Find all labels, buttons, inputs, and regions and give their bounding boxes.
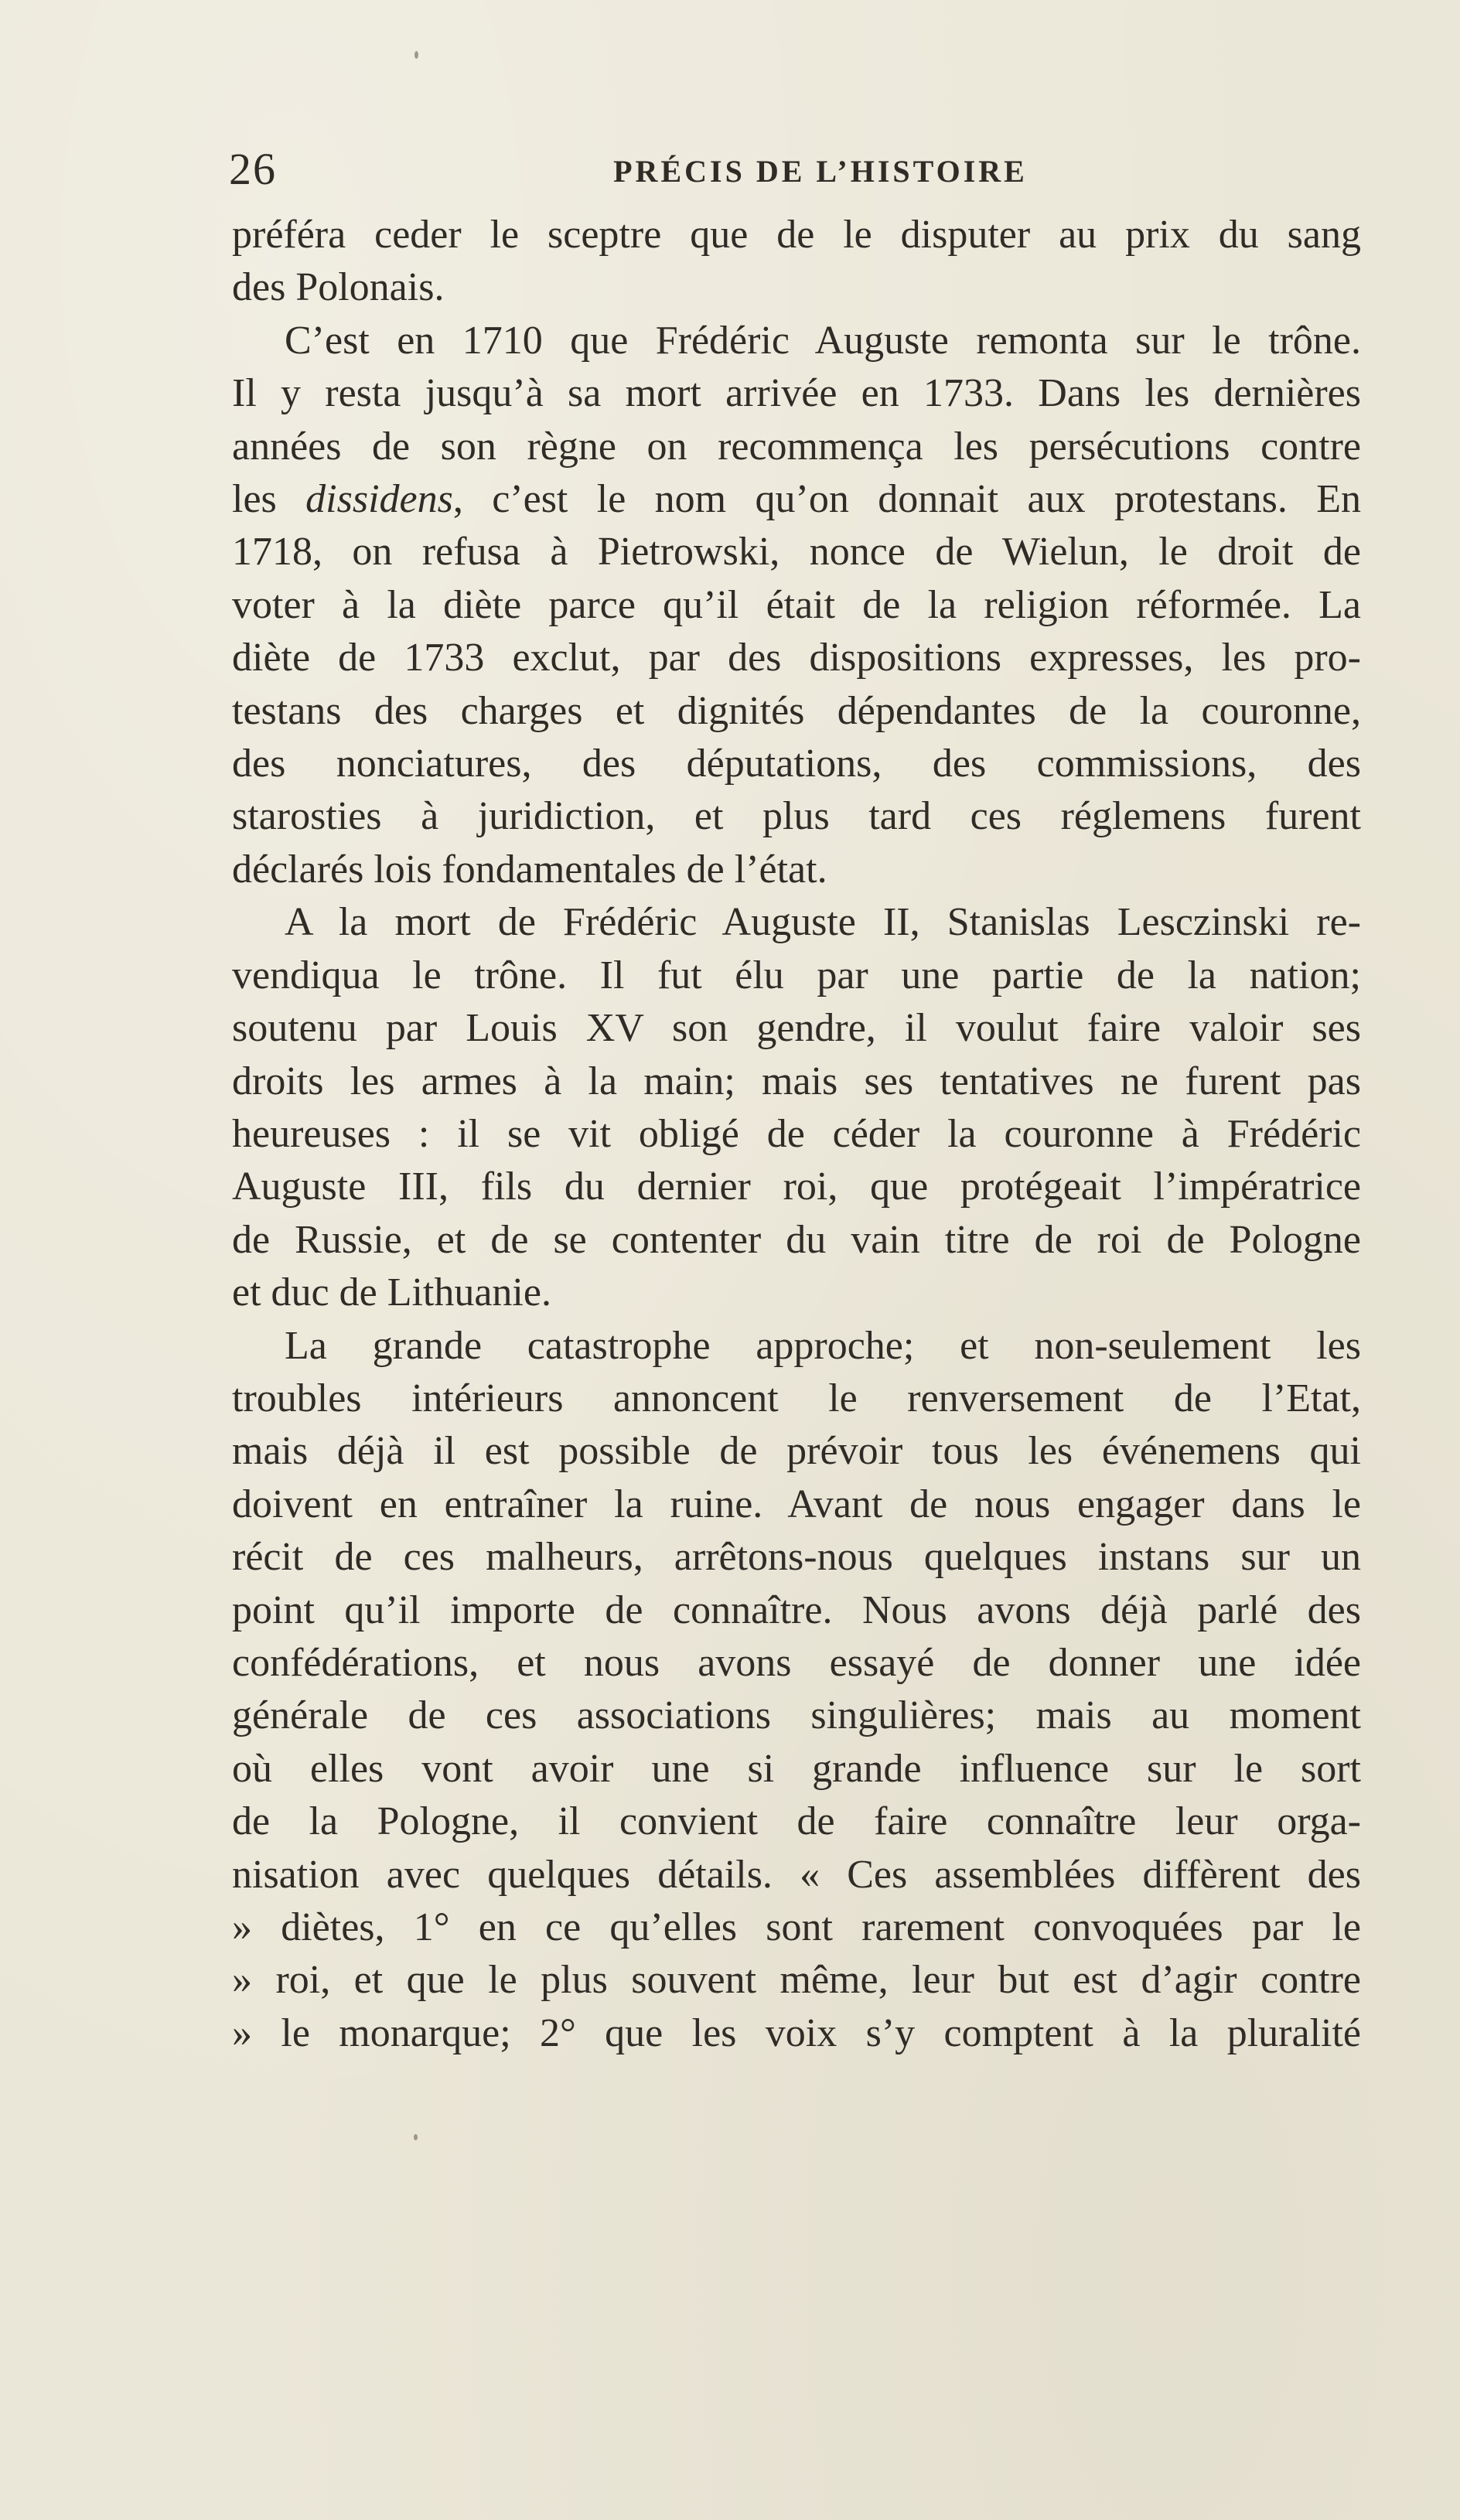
text-line: et duc de Lithuanie.: [232, 1270, 551, 1315]
page-number: 26: [229, 144, 277, 194]
ink-speck: [414, 51, 418, 59]
italic-word: dissidens: [305, 477, 453, 522]
text-line: diète de 1733 exclut, par des dispositions expresses, les pro-: [232, 636, 1361, 680]
text-line: vendiqua le trône. Il fut élu par une partie de la nation;: [232, 953, 1361, 997]
running-head: PRÉCIS DE L’HISTOIRE: [613, 154, 1028, 189]
text-line: voter à la diète parce qu’il était de la religion réformée. La: [232, 582, 1361, 627]
text-line: générale de ces associations singulières; mais au moment: [232, 1693, 1361, 1738]
text-line: récit de ces malheurs, arrêtons-nous quelques instans sur un: [232, 1535, 1361, 1580]
text-line: Il y resta jusqu’à sa mort arrivée en 1733. Dans les dernières: [232, 371, 1361, 416]
text-line: soutenu par Louis XV son gendre, il voulut faire valoir ses: [232, 1006, 1361, 1051]
text-line: où elles vont avoir une si grande influence sur le sort: [232, 1746, 1361, 1791]
paragraph: [232, 1320, 1361, 2061]
text-line: heureuses : il se vit obligé de céder la couronne à Frédéric: [232, 1111, 1361, 1156]
text-line: années de son règne on recommença les persécutions contre: [232, 424, 1361, 469]
paragraph: [232, 896, 1361, 1319]
ink-speck: [414, 2134, 418, 2140]
text-line: » diètes, 1° en ce qu’elles sont rarement convoquées par le: [232, 1905, 1361, 1949]
text-line: préféra ceder le sceptre que de le disputer au prix du sang: [232, 213, 1361, 257]
text-line: point qu’il importe de connaître. Nous avons déjà parlé des: [232, 1587, 1361, 1632]
text-line: mais déjà il est possible de prévoir tous les événemens qui: [232, 1429, 1361, 1474]
text-line: déclarés lois fondamentales de l’état.: [232, 847, 827, 892]
text-line: des nonciatures, des députations, des commissions, des: [232, 742, 1361, 786]
text-line: nisation avec quelques détails. « Ces assemblées diffèrent des: [232, 1852, 1361, 1897]
text-line: confédérations, et nous avons essayé de donner une idée: [232, 1640, 1361, 1685]
text-line: A la mort de Frédéric Auguste II, Stanislas Lesczinski re-: [285, 900, 1361, 945]
text-line: La grande catastrophe approche; et non-seulement les: [285, 1323, 1361, 1368]
text-line: troubles intérieurs annoncent le renversement de l’Etat,: [232, 1376, 1361, 1420]
text-line: 1718, on refusa à Pietrowski, nonce de Wielun, le droit de: [232, 530, 1361, 575]
text-line: droits les armes à la main; mais ses tentatives ne furent pas: [232, 1059, 1361, 1103]
text-line: Auguste III, fils du dernier roi, que protégeait l’impératrice: [232, 1165, 1361, 1209]
text-line: » le monarque; 2° que les voix s’y comptent à la pluralité: [232, 2010, 1361, 2055]
text-line: les dissidens, c’est le nom qu’on donnait aux protestans. En: [232, 477, 1361, 522]
text-line: des Polonais.: [232, 265, 445, 310]
text-line: starosties à juridiction, et plus tard ces réglemens furent: [232, 794, 1361, 839]
text-line: de la Pologne, il convient de faire connaître leur orga-: [232, 1799, 1361, 1844]
text-line: doivent en entraîner la ruine. Avant de nous engager dans le: [232, 1482, 1361, 1526]
page-header: [229, 142, 1366, 196]
body-text: [232, 209, 1361, 2060]
text-line: testans des charges et dignités dépendantes de la couronne,: [232, 688, 1361, 733]
text-line: C’est en 1710 que Frédéric Auguste remonta sur le trône.: [285, 318, 1361, 363]
text-line: » roi, et que le plus souvent même, leur but est d’agir contre: [232, 1958, 1361, 2003]
paragraph: [232, 209, 1361, 315]
text-line: de Russie, et de se contenter du vain titre de roi de Pologne: [232, 1217, 1361, 1262]
paragraph: [232, 315, 1361, 896]
